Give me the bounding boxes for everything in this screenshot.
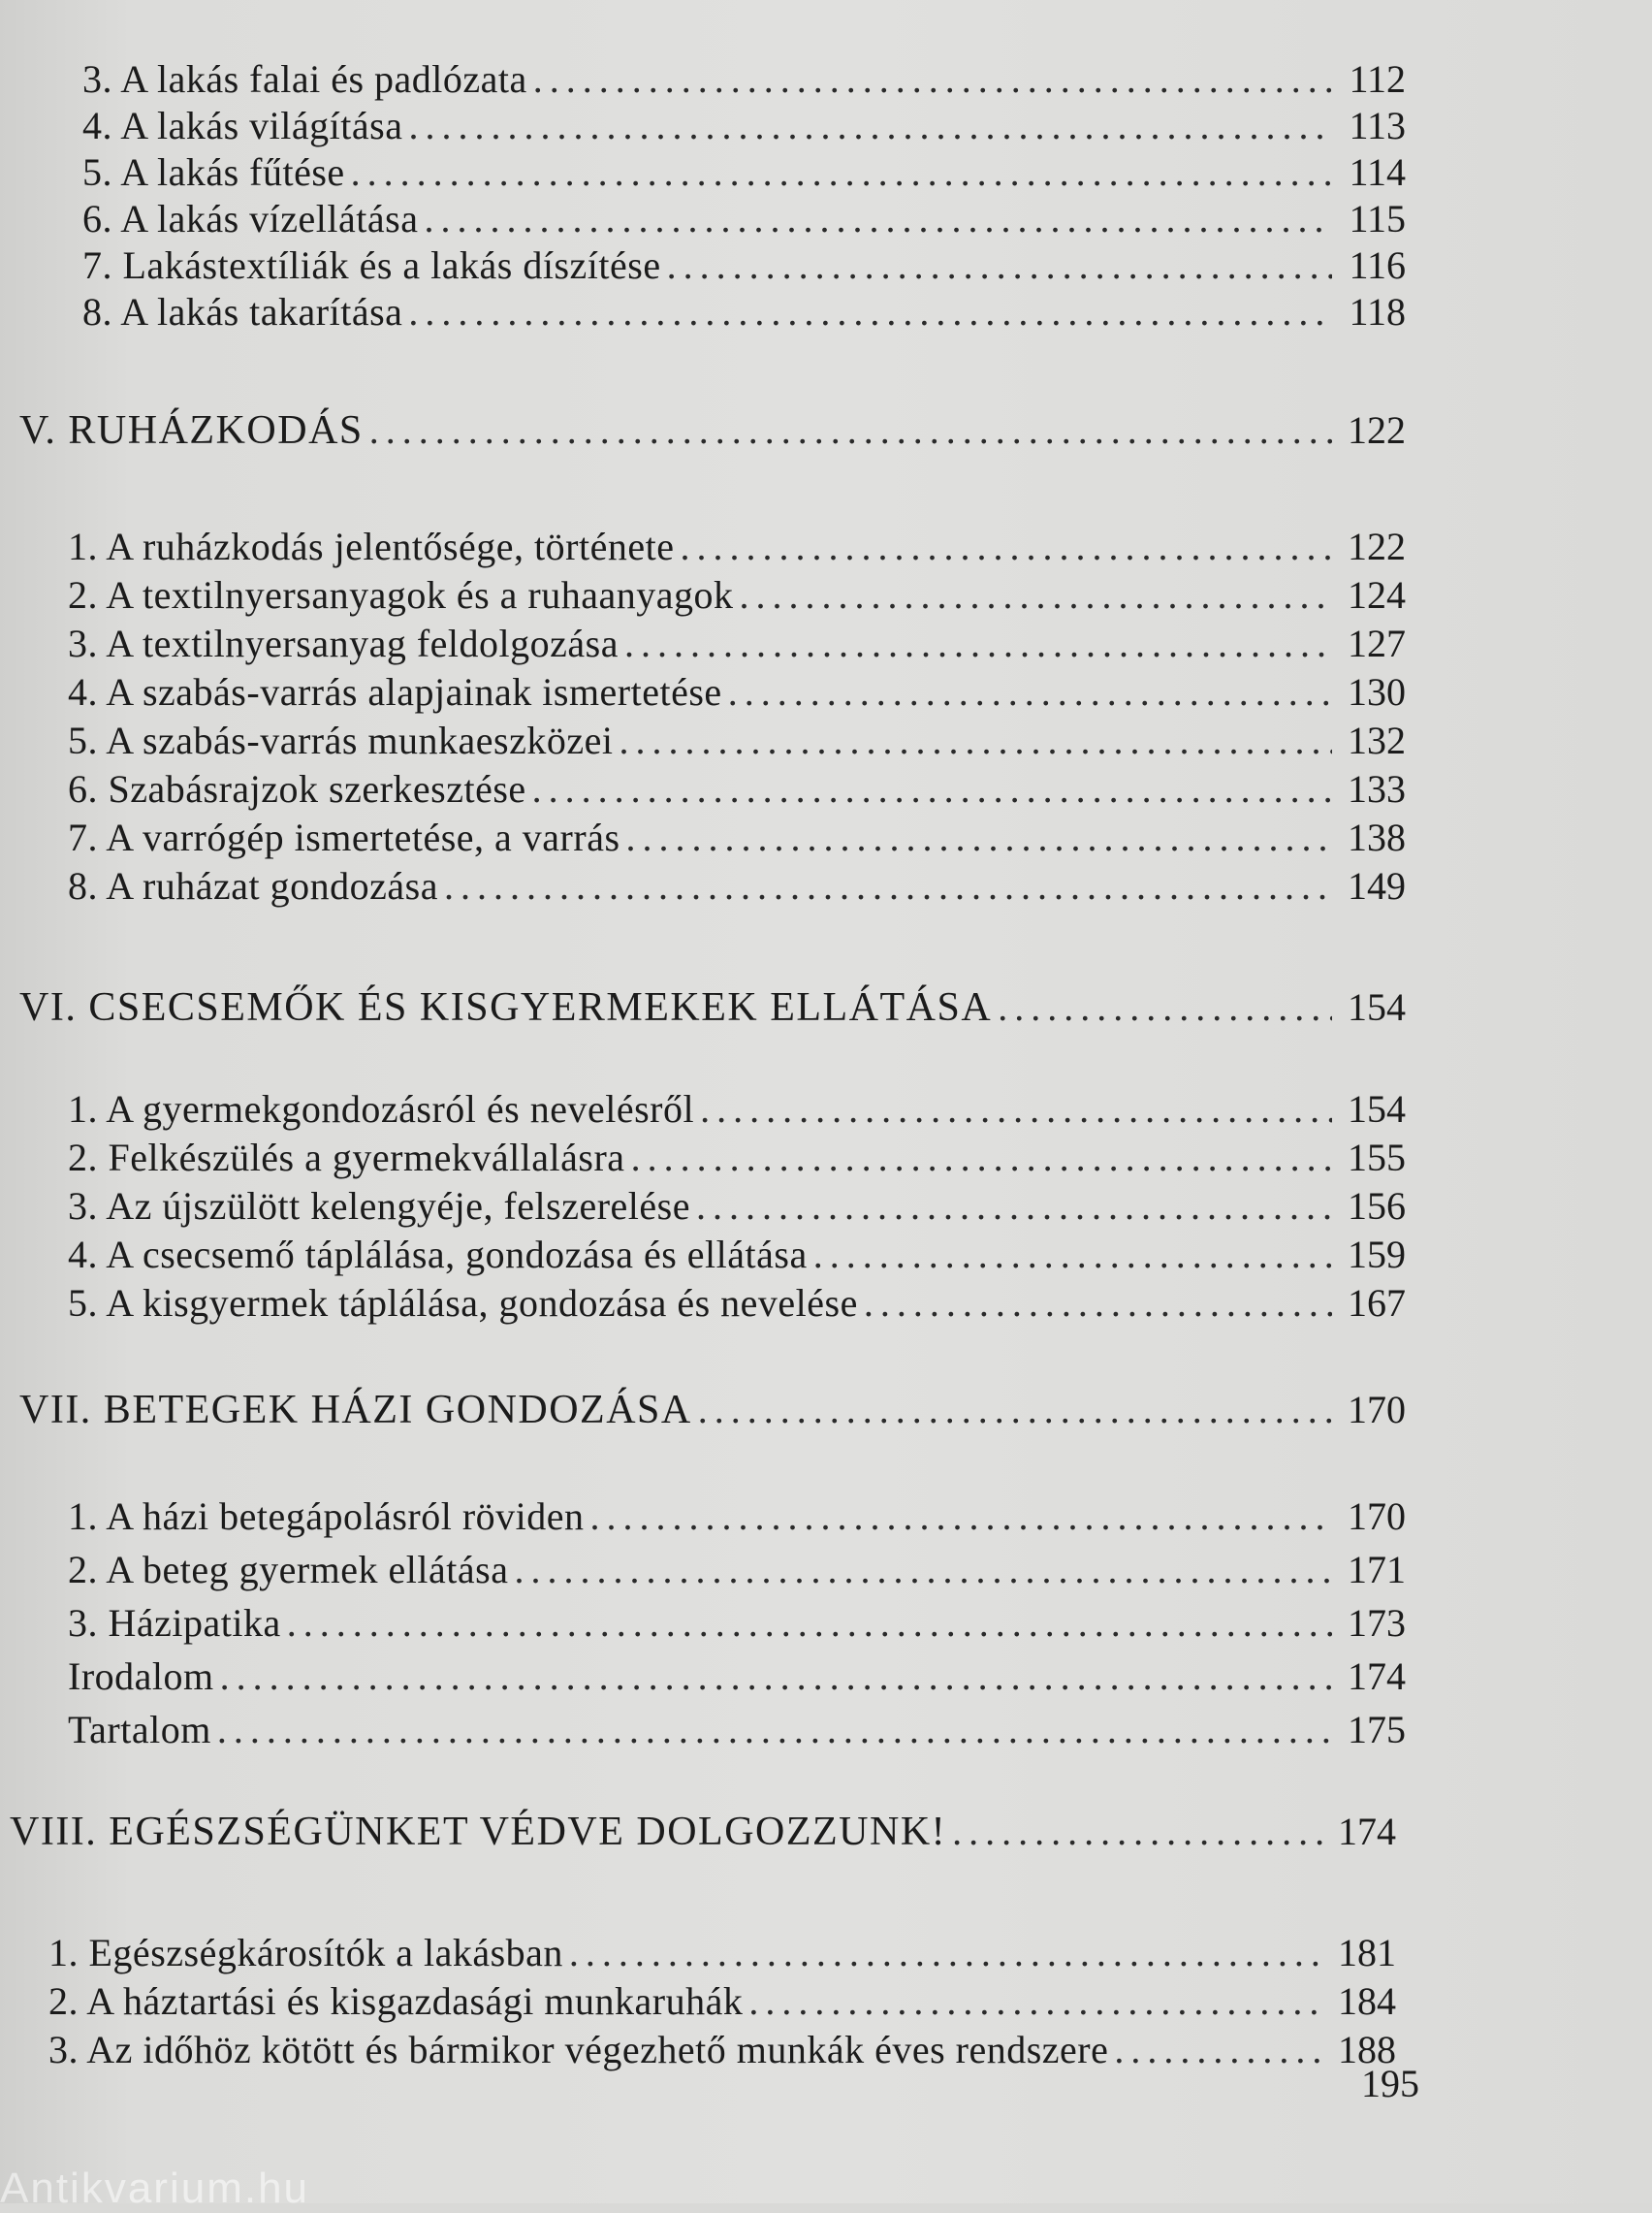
leader-dots bbox=[351, 149, 1332, 196]
toc-entry-title: 1. A házi betegápolásról röviden bbox=[68, 1494, 585, 1538]
toc-entry bbox=[68, 1493, 1406, 1540]
trailing-page-number: 195 bbox=[1361, 2062, 1419, 2105]
toc-entry-title: 2. A textilnyersanyagok és a ruhaanyagok bbox=[68, 573, 734, 617]
toc-entry-title: 2. A háztartási és kisgazdasági munkaruhák bbox=[48, 1979, 744, 2023]
toc-entry bbox=[68, 621, 1406, 667]
toc-entry-title: 8. A lakás takarítása bbox=[82, 290, 403, 334]
leader-dots bbox=[514, 1547, 1332, 1593]
toc-chapter-page: 122 bbox=[1348, 408, 1406, 452]
toc-entry-page: 116 bbox=[1349, 243, 1406, 287]
toc-entry-title: 3. Az időhöz kötött és bármikor végezhető munkák éves rendszere bbox=[48, 2028, 1109, 2071]
leader-dots bbox=[748, 1978, 1322, 2025]
toc-chapter bbox=[19, 984, 1406, 1031]
toc-entry-title: 1. A ruházkodás jelentősége, története bbox=[68, 525, 675, 568]
leader-dots bbox=[700, 1086, 1332, 1133]
leader-dots bbox=[590, 1493, 1332, 1540]
leader-dots bbox=[698, 1387, 1332, 1433]
toc-chapter-title: VI. CSECSEMŐK ÉS KISGYERMEKEK ELLÁTÁSA bbox=[19, 985, 993, 1030]
toc-entry bbox=[68, 1547, 1406, 1593]
toc-entry-page: 167 bbox=[1348, 1281, 1406, 1325]
leader-dots bbox=[1114, 2027, 1322, 2073]
toc-entry bbox=[82, 196, 1406, 242]
toc-entry bbox=[82, 242, 1406, 289]
leader-dots bbox=[864, 1280, 1332, 1327]
leader-dots bbox=[408, 103, 1332, 149]
toc-entry bbox=[68, 1600, 1406, 1647]
leader-dots bbox=[667, 242, 1332, 289]
watermark: Antikvarium.hu bbox=[0, 2165, 310, 2212]
toc-entry-title: 8. A ruházat gondozása bbox=[68, 864, 438, 908]
toc-entry-title: 3. A lakás falai és padlózata bbox=[82, 57, 527, 101]
toc-chapter-title: VIII. EGÉSZSÉGÜNKET VÉDVE DOLGOZZUNK! bbox=[10, 1810, 947, 1854]
toc-entry-title: 7. A varrógép ismertetése, a varrás bbox=[68, 816, 620, 859]
toc-entry bbox=[82, 56, 1406, 103]
leader-dots bbox=[728, 669, 1332, 716]
toc-entry-title: 6. Szabásrajzok szerkesztése bbox=[68, 767, 526, 811]
toc-entry bbox=[68, 524, 1406, 570]
toc-entry-page: 181 bbox=[1338, 1931, 1396, 1974]
toc-entry-page: 113 bbox=[1349, 104, 1406, 147]
toc-entry-page: 155 bbox=[1348, 1136, 1406, 1179]
toc-entry-page: 133 bbox=[1348, 767, 1406, 811]
leader-dots bbox=[444, 863, 1332, 910]
toc-entry-page: 174 bbox=[1348, 1654, 1406, 1698]
toc-chapter-page: 174 bbox=[1338, 1810, 1396, 1853]
toc-entry-page: 170 bbox=[1348, 1494, 1406, 1538]
toc-entry-title: 5. A kisgyermek táplálása, gondozása és nevelése bbox=[68, 1281, 858, 1325]
leader-dots bbox=[287, 1600, 1332, 1647]
toc-entry bbox=[68, 1280, 1406, 1327]
toc-entry-page: 132 bbox=[1348, 719, 1406, 762]
toc-entry bbox=[68, 815, 1406, 861]
toc-entry bbox=[68, 1183, 1406, 1230]
leader-dots bbox=[998, 984, 1332, 1031]
leader-dots bbox=[619, 718, 1332, 764]
toc-entry-page: 112 bbox=[1349, 57, 1406, 101]
toc-entry-page: 171 bbox=[1348, 1548, 1406, 1591]
toc-entry-title: Irodalom bbox=[68, 1654, 214, 1698]
toc-entry-page: 122 bbox=[1348, 525, 1406, 568]
toc-entry-page: 184 bbox=[1338, 1979, 1396, 2023]
leader-dots bbox=[626, 815, 1332, 861]
leader-dots bbox=[424, 196, 1332, 242]
toc-chapter-page: 170 bbox=[1348, 1388, 1406, 1431]
toc-entry bbox=[48, 1978, 1396, 2025]
leader-dots bbox=[952, 1809, 1322, 1855]
toc-entry bbox=[68, 1086, 1406, 1133]
toc-entry-title: 6. A lakás vízellátása bbox=[82, 197, 419, 241]
toc-entry bbox=[68, 718, 1406, 764]
leader-dots bbox=[532, 766, 1332, 813]
leader-dots bbox=[624, 621, 1332, 667]
toc-entry bbox=[68, 572, 1406, 619]
toc-entry bbox=[82, 103, 1406, 149]
toc-entry-page: 115 bbox=[1349, 197, 1406, 241]
toc-entry-title: 2. Felkészülés a gyermekvállalásra bbox=[68, 1136, 625, 1179]
leader-dots bbox=[631, 1135, 1332, 1181]
toc-entry-title: 3. Az újszülött kelengyéje, felszerelése bbox=[68, 1184, 690, 1228]
toc-chapter-title: VII. BETEGEK HÁZI GONDOZÁSA bbox=[19, 1388, 692, 1432]
toc-entry-page: 159 bbox=[1348, 1233, 1406, 1276]
toc-entry-title: 1. A gyermekgondozásról és nevelésről bbox=[68, 1087, 695, 1131]
toc-entry-title: 3. Házipatika bbox=[68, 1601, 281, 1645]
toc-entry bbox=[68, 766, 1406, 813]
toc-entry-page: 173 bbox=[1348, 1601, 1406, 1645]
leader-dots bbox=[739, 572, 1332, 619]
toc-entry bbox=[48, 2027, 1396, 2073]
leader-dots bbox=[680, 524, 1332, 570]
toc-entry bbox=[68, 1232, 1406, 1278]
toc-entry-page: 114 bbox=[1349, 150, 1406, 194]
toc-entry-page: 124 bbox=[1348, 573, 1406, 617]
toc-entry-title: 4. A csecsemő táplálása, gondozása és ellátása bbox=[68, 1233, 808, 1276]
leader-dots bbox=[220, 1653, 1332, 1700]
toc-entry-page: 127 bbox=[1348, 622, 1406, 665]
toc-entry-page: 130 bbox=[1348, 670, 1406, 714]
toc-chapter bbox=[10, 1809, 1396, 1855]
toc-entry-title: 7. Lakástextíliák és a lakás díszítése bbox=[82, 243, 661, 287]
leader-dots bbox=[533, 56, 1332, 103]
toc-entry bbox=[82, 149, 1406, 196]
toc-entry-title: 1. Egészségkárosítók a lakásban bbox=[48, 1931, 563, 1974]
toc-entry bbox=[82, 289, 1406, 336]
toc-entry-title: 4. A lakás világítása bbox=[82, 104, 403, 147]
toc-entry-title: 5. A lakás fűtése bbox=[82, 150, 345, 194]
toc-entry-page: 188 bbox=[1338, 2028, 1396, 2071]
leader-dots bbox=[408, 289, 1332, 336]
toc-entry-page: 154 bbox=[1348, 1087, 1406, 1131]
toc-entry bbox=[48, 1930, 1396, 1976]
toc-entry-title: 3. A textilnyersanyag feldolgozása bbox=[68, 622, 619, 665]
leader-dots bbox=[813, 1232, 1332, 1278]
toc-entry bbox=[68, 1135, 1406, 1181]
toc-entry-title: 4. A szabás-varrás alapjainak ismertetése bbox=[68, 670, 722, 714]
toc-chapter bbox=[19, 407, 1406, 454]
toc-chapter bbox=[19, 1387, 1406, 1433]
toc-entry bbox=[68, 1653, 1406, 1700]
toc-entry bbox=[68, 669, 1406, 716]
toc-entry-title: 2. A beteg gyermek ellátása bbox=[68, 1548, 509, 1591]
leader-dots bbox=[217, 1707, 1332, 1753]
toc-entry-page: 149 bbox=[1348, 864, 1406, 908]
toc-entry bbox=[68, 863, 1406, 910]
leader-dots bbox=[369, 407, 1332, 454]
toc-entry-page: 156 bbox=[1348, 1184, 1406, 1228]
leader-dots bbox=[569, 1930, 1322, 1976]
toc-entry-page: 138 bbox=[1348, 816, 1406, 859]
toc-entry-title: 5. A szabás-varrás munkaeszközei bbox=[68, 719, 614, 762]
toc-entry-title: Tartalom bbox=[68, 1708, 211, 1751]
toc-chapter-page: 154 bbox=[1348, 985, 1406, 1029]
leader-dots bbox=[696, 1183, 1332, 1230]
toc-entry-page: 175 bbox=[1348, 1708, 1406, 1751]
toc-entry bbox=[68, 1707, 1406, 1753]
toc-entry-page: 118 bbox=[1349, 290, 1406, 334]
toc-chapter-title: V. RUHÁZKODÁS bbox=[19, 408, 364, 453]
